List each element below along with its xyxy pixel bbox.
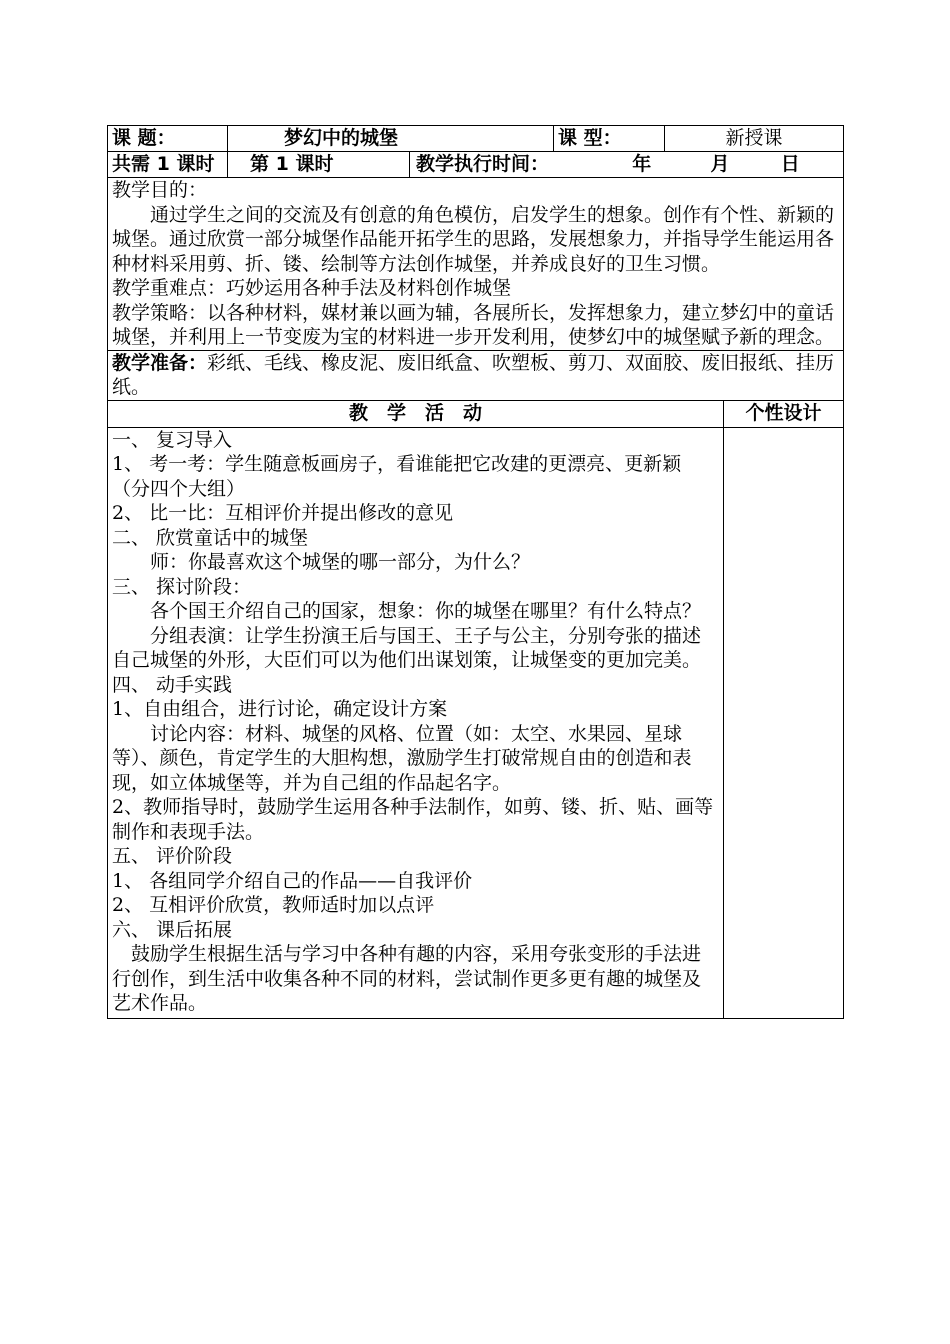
activities-header-row [108, 400, 844, 427]
activity-line: 讨论内容：材料、城堡的风格、位置（如：太空、水果园、星球等）、颜色，肯定学生的大胆构想，激励学生打破常规自由的创造和表现，如立体城堡等，并为自己组的作品起名字。 [112, 722, 692, 794]
activity-line: 五、 评价阶段 [112, 845, 233, 867]
exec-time-cell [410, 152, 844, 178]
header-row-2 [108, 152, 844, 178]
activity-line: 2、教师指导时，鼓励学生运用各种手法制作，如剪、镂、折、贴、画等制作和表现手法。 [112, 796, 714, 843]
lesson-plan-table [107, 125, 844, 1019]
personal-design-cell [724, 427, 844, 1018]
topic-label: 课 题： [108, 126, 228, 152]
activities-row [108, 427, 844, 1018]
prep-cell [108, 350, 844, 400]
activity-lines [112, 428, 719, 1016]
activities-cell [108, 427, 724, 1018]
activity-line: 师：你最喜欢这个城堡的哪一部分，为什么？ [150, 551, 531, 573]
activity-line: 1、 考一考：学生随意板画房子，看谁能把它改建的更漂亮、更新颖（分四个大组） [112, 453, 682, 500]
day-label: 日 [780, 153, 800, 175]
activity-line: 1、自由组合，进行讨论，确定设计方案 [112, 698, 448, 720]
activity-line: 三、 探讨阶段： [112, 575, 252, 598]
hours-label: 共需 1 课时 [108, 152, 228, 178]
topic-value: 梦幻中的城堡 [228, 126, 554, 152]
prep-label: 教学准备： [112, 351, 208, 374]
personal-design-header: 个性设计 [724, 400, 844, 427]
activity-line: 2、 互相评价欣赏，教师适时加以点评 [112, 894, 435, 916]
exec-time-label: 教学执行时间： [416, 153, 550, 175]
prep-row [108, 350, 844, 400]
goals-body: 通过学生之间的交流及有创意的角色模仿，启发学生的想象。创作有个性、新颖的城堡。通过欣赏一部分城堡作品能开拓学生的思路，发展想象力，并指导学生能运用各种材料采用剪、折、镂、绘制等方法创作城堡，并养成良好的卫生习惯。 [112, 203, 835, 275]
activity-line: 各个国王介绍自己的国家，想象：你的城堡在哪里？有什么特点？ [150, 600, 702, 622]
activity-line: 六、 课后拓展 [112, 918, 233, 941]
goals-row [108, 178, 844, 351]
activity-line: 二、 欣赏童话中的城堡 [112, 526, 309, 549]
activity-line: 一、 复习导入 [112, 428, 233, 451]
activity-line: 四、 动手实践 [112, 673, 233, 696]
activity-line: 2、 比一比：互相评价并提出修改的意见 [112, 502, 454, 524]
activity-line: 1、 各组同学介绍自己的作品——自我评价 [112, 869, 473, 892]
activity-line: 分组表演：让学生扮演王后与国王、王子与公主，分别夸张的描述自己城堡的外形，大臣们可以为他们出谋划策，让城堡变的更加完美。 [112, 624, 702, 671]
header-row-1 [108, 126, 844, 152]
lesson-plan [107, 125, 843, 1019]
month-label: 月 [710, 153, 730, 175]
goals-title: 教学目的： [112, 179, 208, 201]
difficulty-text: 教学重难点：巧妙运用各种手法及材料创作城堡 [112, 277, 512, 299]
activity-line: 鼓励学生根据生活与学习中各种有趣的内容，采用夸张变形的手法进行创作，到生活中收集各种不同的材料，尝试制作更多更有趣的城堡及艺术作品。 [112, 943, 702, 1014]
goals-cell [108, 178, 844, 351]
period-label: 第 1 课时 [228, 152, 410, 178]
type-label: 课 型： [554, 126, 665, 152]
prep-text: 彩纸、毛线、橡皮泥、废旧纸盒、吹塑板、剪刀、双面胶、废旧报纸、挂历纸。 [112, 351, 835, 398]
year-label: 年 [632, 153, 652, 175]
activities-header: 教 学 活 动 [108, 400, 724, 427]
strategy-text: 教学策略：以各种材料，媒材兼以画为辅，各展所长，发挥想象力，建立梦幻中的童话城堡，并利用上一节变废为宝的材料进一步开发利用，使梦幻中的城堡赋予新的理念。 [112, 301, 835, 348]
type-value: 新授课 [665, 126, 844, 152]
